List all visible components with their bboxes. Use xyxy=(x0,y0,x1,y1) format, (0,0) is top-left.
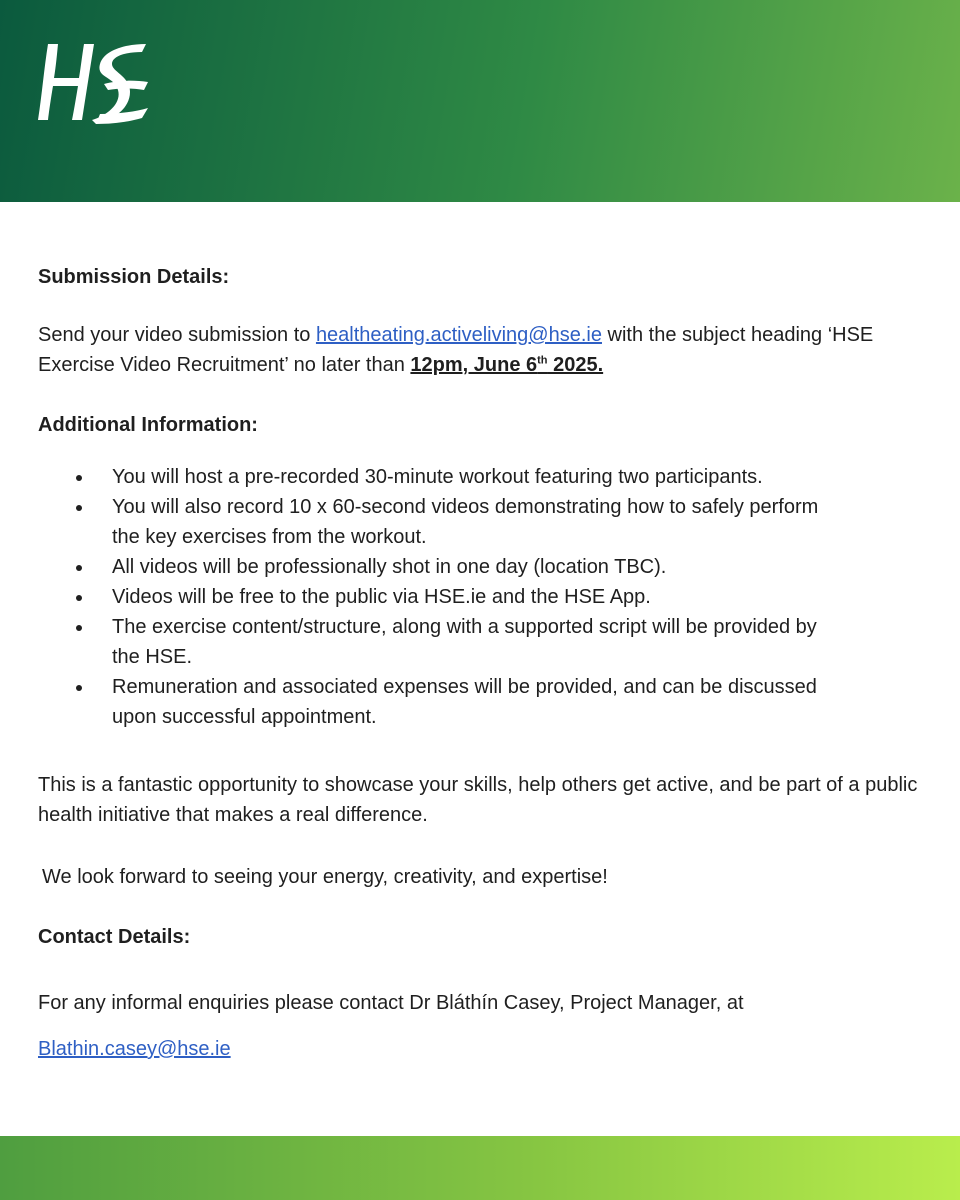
contact-email-link[interactable]: Blathin.casey@hse.ie xyxy=(38,1038,231,1060)
contact-heading: Contact Details: xyxy=(38,926,191,948)
list-item: The exercise content/structure, along with a supported script will be provided by the HSE. xyxy=(38,612,928,672)
submission-email-link[interactable]: healtheating.activeliving@hse.ie xyxy=(315,324,602,346)
header-banner xyxy=(0,0,960,202)
hse-logo xyxy=(34,34,152,130)
submission-paragraph xyxy=(38,320,918,380)
list-item: You will host a pre-recorded 30-minute workout featuring two participants. xyxy=(38,462,928,492)
list-item: Videos will be free to the public via HSE.ie and the HSE App. xyxy=(38,582,928,612)
additional-heading: Additional Information: xyxy=(38,414,258,436)
list-item: You will also record 10 x 60-second videos demonstrating how to safely perform the key exercises from the workout. xyxy=(38,492,928,552)
deadline-suffix: th xyxy=(537,354,548,367)
deadline-date: 12pm, June 6 xyxy=(410,354,538,376)
list-item: Remuneration and associated expenses will be provided, and can be discussed upon successful appointment. xyxy=(38,672,928,732)
deadline xyxy=(410,354,603,376)
contact-paragraph: For any informal enquiries please contact Dr Bláthín Casey, Project Manager, at xyxy=(38,992,744,1014)
submission-heading: Submission Details: xyxy=(38,266,230,288)
closing-paragraph: We look forward to seeing your energy, creativity, and expertise! xyxy=(42,866,608,888)
deadline-year: 2025. xyxy=(547,354,604,376)
opportunity-paragraph: This is a fantastic opportunity to showcase your skills, help others get active, and be part of a public health initiative that makes a real difference. xyxy=(38,774,918,826)
contact-email-line xyxy=(38,1034,918,1064)
additional-info-list xyxy=(38,462,928,732)
submission-text-1: Send your video submission to xyxy=(38,324,316,346)
footer-banner xyxy=(0,1136,960,1200)
list-item: All videos will be professionally shot in one day (location TBC). xyxy=(38,552,928,582)
submission-text-2: with the subject heading ‘HSE Exercise Video Recruitment’ no later than xyxy=(38,324,874,376)
